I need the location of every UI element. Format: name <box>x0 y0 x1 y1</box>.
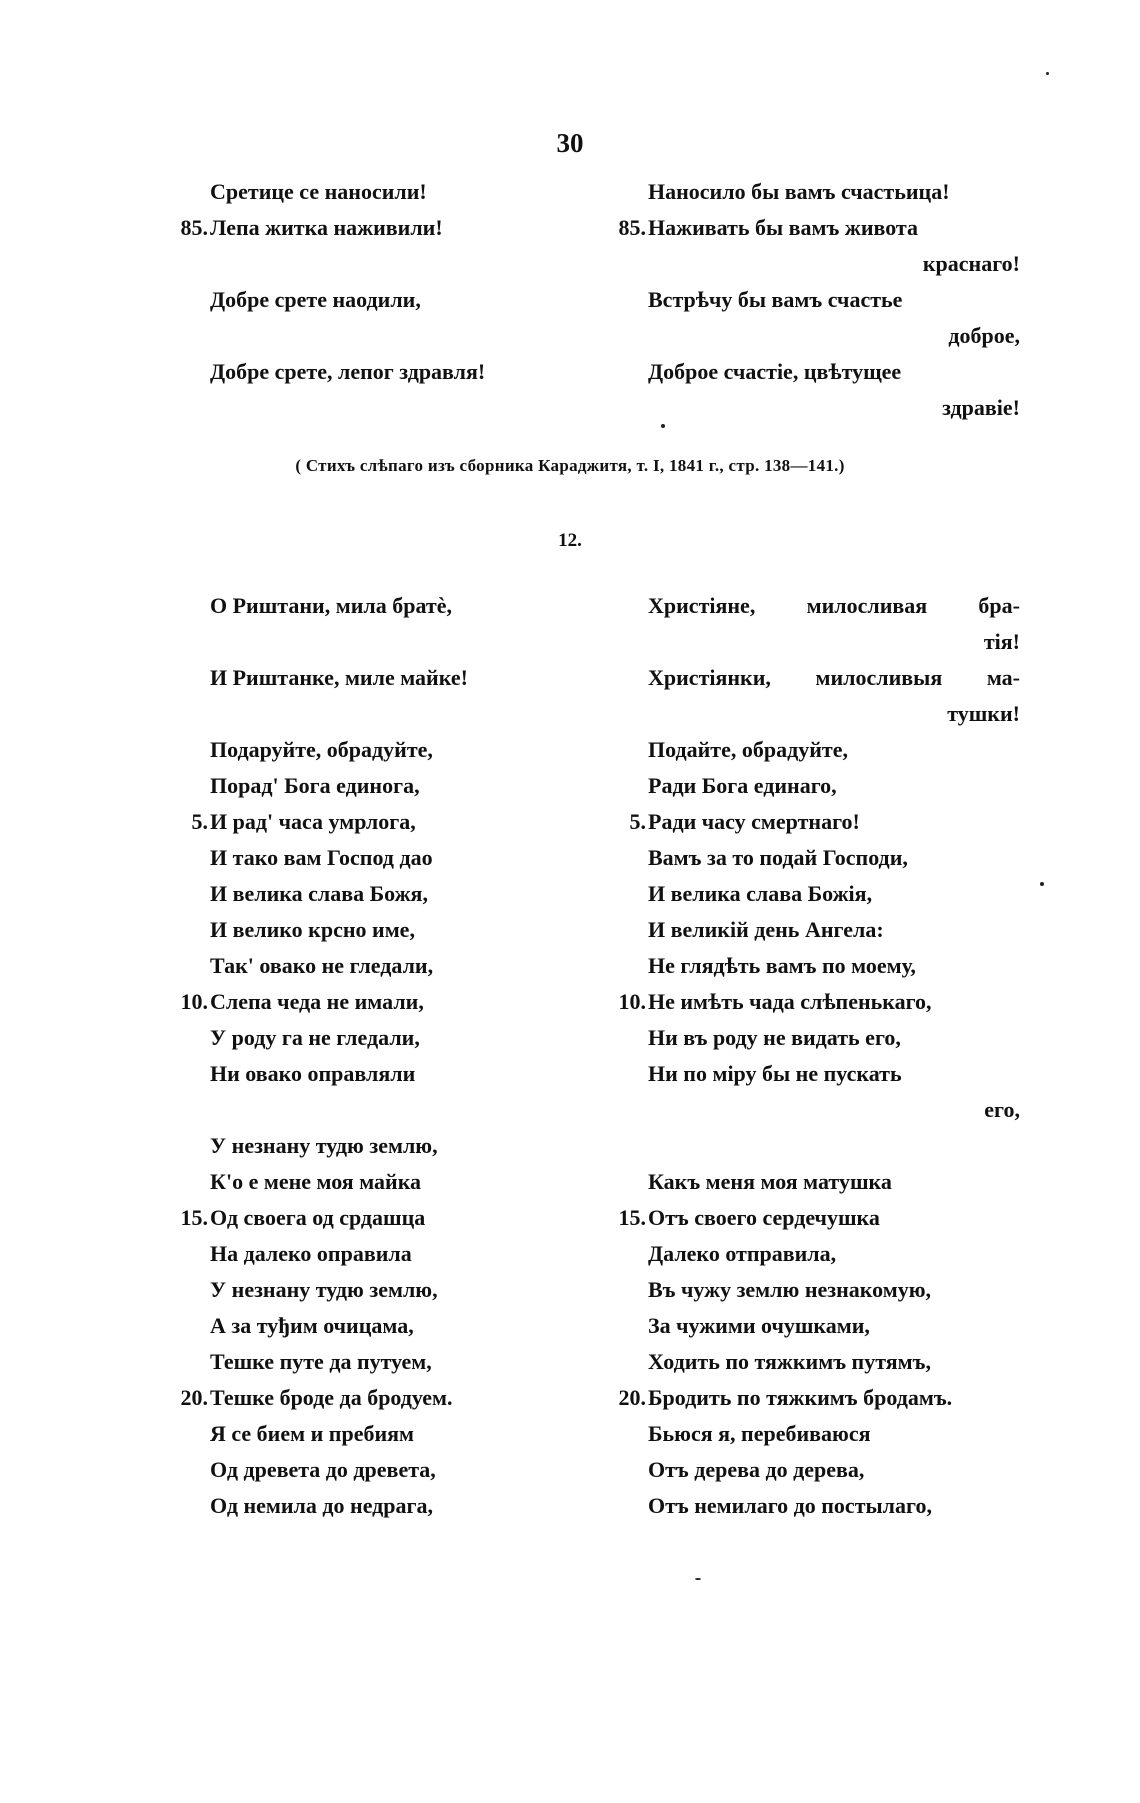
verse-line <box>648 390 1020 426</box>
verse-line <box>648 1416 1020 1452</box>
verse-text: К'о е мене моя майка <box>210 1169 422 1194</box>
verse-text: А за туђим очицама, <box>210 1313 414 1338</box>
verse-text: Подайте, обрадуйте, <box>648 737 848 762</box>
verse-line <box>618 984 1020 1020</box>
verse-text: Ходить по тяжкимъ путямъ, <box>648 1349 931 1374</box>
verse-text: И рад' часа умрлога, <box>210 809 416 834</box>
line-number: 10. <box>618 989 646 1014</box>
verse-text: Христіянки, милосливыя ма- <box>648 665 1020 690</box>
verse-line <box>210 948 600 984</box>
print-speck <box>1040 882 1044 886</box>
page-number: 30 <box>556 128 584 158</box>
verse-line <box>629 804 1020 840</box>
verse-line <box>210 1056 600 1092</box>
verse-line <box>648 876 1020 912</box>
verse-text: Добре срете наодили, <box>210 287 421 312</box>
verse-text: Бьюся я, перебиваюся <box>648 1421 871 1446</box>
verse-line <box>180 1380 600 1416</box>
verse-text: Наживать бы вамъ живота <box>648 215 919 240</box>
verse-text: Какъ меня моя матушка <box>648 1169 892 1194</box>
verse-line <box>210 588 600 624</box>
line-number: 85. <box>618 215 646 240</box>
verse-text: Бродить по тяжкимъ бродамъ. <box>648 1385 953 1410</box>
verse-line <box>648 1236 1020 1272</box>
verse-text: Так' овако не гледали, <box>210 953 434 978</box>
line-number: 15. <box>618 1205 646 1230</box>
verse-text: Подаруйте, обрадуйте, <box>210 737 433 762</box>
verse-text: И Риштанке, миле майке! <box>210 665 468 690</box>
verse-line <box>210 1020 600 1056</box>
verse-text: Отъ немилаго до постылаго, <box>648 1493 932 1518</box>
print-speck <box>661 424 665 428</box>
line-number: 20. <box>180 1385 208 1410</box>
verse-text: И тако вам Господ дао <box>210 845 433 870</box>
verse-line <box>210 1272 600 1308</box>
verse-text: И велико крсно име, <box>210 917 415 942</box>
verse-line <box>648 282 1020 318</box>
verse-line <box>648 1344 1020 1380</box>
verse-text: У роду га не гледали, <box>210 1025 420 1050</box>
verse-text: О Риштани, мила братѐ, <box>210 593 452 618</box>
verse-text: Наносило бы вамъ счастьица! <box>648 179 950 204</box>
verse-line <box>648 696 1020 732</box>
source-note: ( Стихъ слѣпаго изъ сборника Караджитя, т. I, 1841 г., стр. 138—141.) <box>295 456 845 475</box>
verse-text: доброе, <box>948 323 1020 348</box>
verse-text: За чужими очушками, <box>648 1313 870 1338</box>
verse-text: здравіе! <box>942 395 1020 420</box>
verse-text: Лепа житка наживили! <box>210 215 443 240</box>
russian-column-top <box>618 174 1020 426</box>
verse-text: Тешке путе да путуем, <box>210 1349 432 1374</box>
verse-text: Ни овако оправляли <box>210 1061 416 1086</box>
verse-text: Ни по міру бы не пускать <box>648 1061 902 1086</box>
verse-line <box>180 984 600 1020</box>
verse-text: Тешке броде да бродуем. <box>210 1385 453 1410</box>
serbian-column-top <box>180 174 600 390</box>
verse-text: Вамъ за то подай Господи, <box>648 845 908 870</box>
verse-line <box>648 246 1020 282</box>
verse-text: тія! <box>983 629 1020 654</box>
verse-text: Въ чужу землю незнакомую, <box>648 1277 932 1302</box>
verse-line <box>648 1020 1020 1056</box>
line-number: 15. <box>180 1205 208 1230</box>
verse-line <box>618 1380 1020 1416</box>
verse-text: Я се бием и пребиям <box>210 1421 415 1446</box>
verse-line <box>210 282 600 318</box>
verse-line <box>210 174 600 210</box>
verse-text: Христіяне, милосливая бра- <box>648 593 1020 618</box>
verse-text: На далеко оправила <box>210 1241 412 1266</box>
verse-line <box>648 840 1020 876</box>
line-number: 85. <box>180 215 208 240</box>
verse-line <box>210 660 600 696</box>
line-number: 5. <box>629 809 646 834</box>
verse-line <box>210 1164 600 1200</box>
verse-line <box>648 1308 1020 1344</box>
verse-line <box>210 354 600 390</box>
verse-line <box>210 1308 600 1344</box>
print-speck <box>1046 72 1049 75</box>
verse-text: тушки! <box>947 701 1020 726</box>
verse-text: У незнану тудю землю, <box>210 1277 438 1302</box>
verse-line <box>191 804 600 840</box>
line-number: 10. <box>180 989 208 1014</box>
verse-text: Встрѣчу бы вамъ счастье <box>648 287 903 312</box>
verse-line <box>648 588 1020 624</box>
serbian-column-poem <box>180 588 600 1524</box>
verse-text: краснаго! <box>922 251 1020 276</box>
verse-line <box>210 1452 600 1488</box>
verse-line <box>210 912 600 948</box>
verse-text: Сретице се наносили! <box>210 179 427 204</box>
verse-line <box>648 1452 1020 1488</box>
verse-text: И велика слава Божя, <box>210 881 428 906</box>
verse-line <box>648 1056 1020 1092</box>
verse-line <box>210 1128 600 1164</box>
verse-line <box>210 1488 600 1524</box>
poem-number: 12. <box>558 530 582 551</box>
verse-text: Добре срете, лепог здравля! <box>210 359 486 384</box>
verse-line <box>648 768 1020 804</box>
verse-line <box>648 660 1020 696</box>
verse-text: Доброе счастіе, цвѣтущее <box>648 359 902 384</box>
verse-text: Слепа чеда не имали, <box>210 989 424 1014</box>
verse-line <box>648 1488 1020 1524</box>
verse-text: И велика слава Божія, <box>648 881 873 906</box>
verse-line <box>648 624 1020 660</box>
verse-line <box>210 732 600 768</box>
verse-line <box>648 732 1020 768</box>
verse-text: Не имѣть чада слѣпенькаго, <box>648 989 932 1014</box>
line-number: 5. <box>191 809 208 834</box>
verse-text: Од древета до древета, <box>210 1457 436 1482</box>
verse-line <box>648 1092 1020 1128</box>
verse-line <box>180 1200 600 1236</box>
verse-text: Ни въ роду не видать его, <box>648 1025 901 1050</box>
verse-text: Порад' Бога единога, <box>210 773 420 798</box>
verse-text: Отъ дерева до дерева, <box>648 1457 865 1482</box>
verse-line <box>648 174 1020 210</box>
verse-line <box>648 318 1020 354</box>
verse-text: У незнану тудю землю, <box>210 1133 438 1158</box>
verse-line <box>210 1344 600 1380</box>
verse-text: И великій день Ангела: <box>648 917 884 942</box>
verse-text: Ради часу смертнаго! <box>648 809 860 834</box>
verse-text: Ради Бога единаго, <box>648 773 837 798</box>
verse-line <box>210 1236 600 1272</box>
verse-line <box>618 210 1020 246</box>
verse-text: Далеко отправила, <box>648 1241 837 1266</box>
verse-line <box>210 1416 600 1452</box>
verse-line <box>648 1272 1020 1308</box>
verse-line <box>648 912 1020 948</box>
verse-text: его, <box>984 1097 1020 1122</box>
verse-line <box>210 840 600 876</box>
verse-line <box>180 210 600 246</box>
verse-text: Од немила до недрага, <box>210 1493 434 1518</box>
verse-text: Од своега од срдашца <box>210 1205 426 1230</box>
line-number: 20. <box>618 1385 646 1410</box>
verse-text: Не глядѣть вамъ по моему, <box>648 953 916 978</box>
verse-line <box>648 948 1020 984</box>
verse-line <box>648 1164 1020 1200</box>
verse-line <box>210 768 600 804</box>
russian-column-poem <box>618 588 1020 1524</box>
verse-line <box>648 354 1020 390</box>
verse-text: Отъ своего сердечушка <box>648 1205 880 1230</box>
verse-line <box>210 876 600 912</box>
verse-line <box>618 1200 1020 1236</box>
print-speck <box>695 1578 701 1580</box>
